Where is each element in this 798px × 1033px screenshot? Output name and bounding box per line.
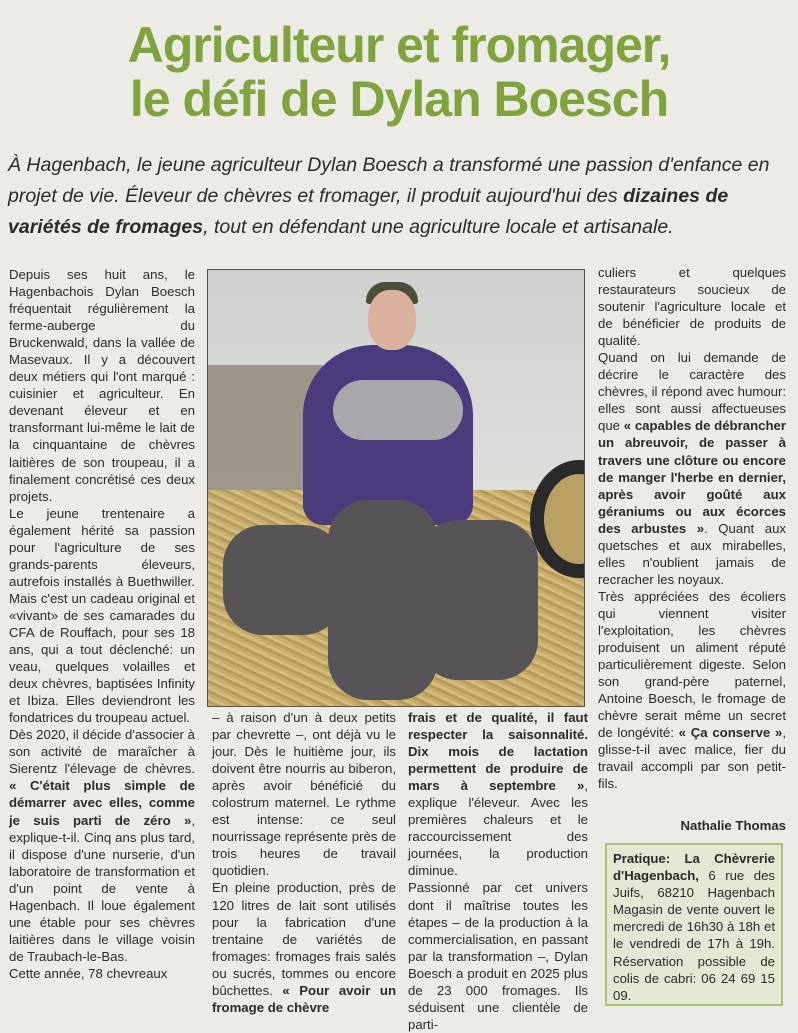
byline: Nathalie Thomas	[680, 818, 786, 833]
headline	[0, 18, 798, 126]
text: Quand on lui demande de décrire le caractère des chèvres, il répond avec humour: elles sont aussi affectueuses que	[598, 350, 786, 434]
text: Très appréciées des écoliers qui viennent visiter l'exploitation, les chèvres produisent un aliment réputé particulièrement digeste. Selon son grand-père paternel, Antoine Boesch, le fromage de chèvre serait même un secret de longévité:	[598, 588, 786, 741]
paragraph	[9, 726, 195, 965]
paragraph: – à raison d'un à deux petits par chevrette –, ont déjà vu le jour. Dès le huitième jour, ils doivent être nourris au biberon, après avoir bénéficié du colostrum maternel. Le rythme est intense: ce seul nourrissage représente près de trois heures de travail quotidien.	[212, 710, 396, 879]
photo-goat	[223, 525, 343, 635]
paragraph: Cette année, 78 chevreaux	[9, 965, 168, 981]
lede-text: À Hagenbach, le jeune agriculteur Dylan Boesch a transformé une passion d'enfance en projet de vie. Éleveur de chèvres et fromager, il produit aujourd'hui des	[8, 154, 770, 207]
text: . Quant aux quetsches et aux mirabelles, elles n'oublient jamais de recracher les noyaux.	[598, 520, 786, 587]
paragraph	[408, 709, 588, 879]
practical-info-box	[605, 843, 783, 1006]
photo-goat	[333, 380, 463, 440]
paragraph: Passionné par cet univers dont il maîtrise toutes les étapes – de la production à la commercialisation, en passant par la transformation –, Dylan Boesch a produit en 2025 plus de 23 000 fromages. Ils séduisent une clientèle de parti-	[408, 880, 588, 1032]
info-label: Pratique: La Chèvrerie d'Hagenbach,	[613, 851, 775, 884]
photo-goat	[418, 520, 538, 680]
photo-head	[368, 290, 416, 350]
quote: « capables de débrancher un abreuvoir, de passer à travers une clôture ou encore de manger l'herbe en dernier, après avoir goûté aux géraniums ou aux écorces des arbustes »	[598, 418, 786, 536]
paragraph: Le jeune trentenaire a également hérité sa passion pour l'agriculture de ses grands-parents éleveurs, autrefois installés à Buethwiller. Mais c'est un cadeau original et «vivant» de ses camarades du CFA de Rouffach, pour ses 18 ans, qui a tout déclenché: un veau, quelques volailles et deux chèvres, baptisées Infinity et Ibiza. Elles deviendront les fondatrices du troupeau actuel.	[9, 505, 195, 726]
paragraph	[212, 879, 396, 1015]
paragraph: culiers et quelques restaurateurs soucieux de soutenir l'agriculture locale et de bénéficier de produits de qualité.	[598, 265, 786, 349]
quote: « Pour avoir un fromage de chèvre	[212, 982, 396, 1015]
lede-paragraph	[8, 150, 790, 243]
text: Dès 2020, il décide d'associer à son activité de maraîcher à Sierentz l'élevage de chèvres.	[9, 727, 195, 777]
lede-bold: dizaines de variétés de fromages	[8, 185, 729, 238]
quote: « Ça conserve »	[678, 725, 783, 741]
paragraph	[598, 588, 786, 793]
quote: « C'était plus simple de démarrer avec elles, comme je suis parti de zéro »	[9, 778, 195, 828]
photo-image	[207, 269, 585, 707]
text: En pleine production, près de 120 litres de lait sont utilisés pour la fabrication d'une trentaine de variétés de fromages: fromages frais salés ou sucrés, tommes ou encore bûchettes.	[212, 880, 396, 998]
info-text: 6 rue des Juifs, 68210 Hagenbach Magasin de vente ouvert le mercredi de 16h30 à 18h et le vendredi de 17h à 19h. Réservation possible de colis de cabri: 06 24 69 15 09.	[613, 868, 775, 1003]
column-4	[598, 264, 786, 792]
paragraph: Depuis ses huit ans, le Hagenbachois Dylan Boesch fréquentait régulièrement la ferme-auberge du Bruckenwald, dans la vallée de Masevaux. Il y a découvert deux métiers qui l'ont marqué : cuisinier et agriculteur. En devenant éleveur et en transformant lui-même le lait de la cinquantaine de chèvres laitières de son troupeau, il a finalement concrétisé ces deux projets.	[9, 267, 195, 504]
headline-line-2: le défi de Dylan Boesch	[129, 71, 669, 127]
column-2	[212, 709, 396, 1016]
paragraph	[598, 349, 786, 588]
column-3	[408, 709, 588, 1033]
lede-text-end: , tout en défendant une agriculture locale et artisanale.	[203, 216, 674, 238]
headline-line-1: Agriculteur et fromager,	[127, 17, 671, 73]
text: , explique-t-il. Cinq ans plus tard, il dispose d'une nurserie, d'un laboratoire de transformation et d'un point de vente à Hagenbach. Il loue également une étable pour ses chèvres laitières dans le village voisin de Traubach-le-Bas.	[9, 812, 195, 964]
text: , explique l'éleveur. Avec les premières chaleurs et le raccourcissement des journées, la production diminue.	[408, 778, 588, 879]
quote: frais et de qualité, il faut respecter la saisonnalité. Dix mois de lactation permettent de produire de mars à septembre »	[408, 710, 588, 794]
column-1	[9, 266, 195, 982]
text: , glisse-t-il avec malice, fier du travail accompli par son petit-fils.	[598, 725, 786, 792]
